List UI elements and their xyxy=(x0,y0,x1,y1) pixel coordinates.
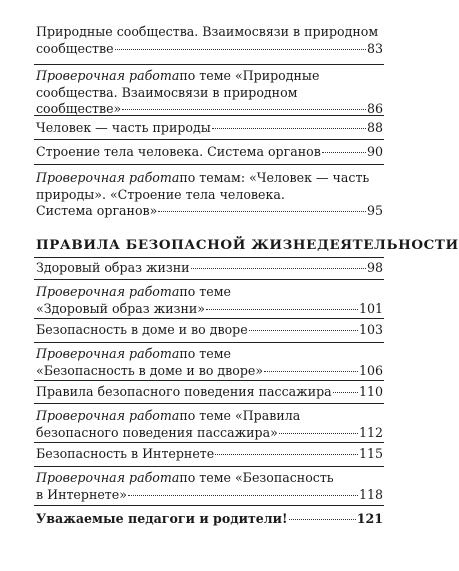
entry-title: Природные сообщества. Взаимосвязи в природном xyxy=(36,24,379,39)
section-title: ПРАВИЛА БЕЗОПАСНОЙ ЖИЗНЕДЕЯТЕЛЬНОСТИ xyxy=(36,237,459,253)
toc-entry xyxy=(36,24,383,57)
dot-leader xyxy=(115,49,366,50)
page-number: 98 xyxy=(366,260,383,275)
entry-title: по теме «Безопасность xyxy=(179,470,334,485)
page-number: 86 xyxy=(366,101,383,117)
page-number: 83 xyxy=(366,40,383,56)
entry-title-cont: безопасного поведения пассажира» xyxy=(36,424,278,440)
divider xyxy=(34,257,384,258)
toc-entry xyxy=(36,170,383,220)
divider xyxy=(34,505,384,506)
dot-leader xyxy=(215,454,358,455)
divider xyxy=(34,466,384,467)
entry-title: Здоровый образ жизни xyxy=(36,260,190,275)
dot-leader xyxy=(191,268,366,269)
page-number: 95 xyxy=(366,203,383,219)
entry-title: Человек — часть природы xyxy=(36,120,211,135)
entry-label: Проверочная работа xyxy=(36,470,180,485)
entry-title: по теме «Природные xyxy=(179,68,320,83)
page-number: 118 xyxy=(358,486,383,502)
dot-leader xyxy=(249,330,358,331)
dot-leader xyxy=(333,392,358,393)
divider xyxy=(34,403,384,404)
entry-title-cont: в Интернете» xyxy=(36,486,127,502)
toc-entry xyxy=(36,408,383,441)
divider xyxy=(34,115,384,116)
entry-title-cont: сообществе» xyxy=(36,101,122,117)
entry-title: Правила безопасного поведения пассажира xyxy=(36,384,332,399)
page-number: 121 xyxy=(356,511,383,526)
toc-entry xyxy=(36,120,383,137)
entry-title: по теме xyxy=(179,346,231,361)
dot-leader xyxy=(128,495,358,496)
entry-label: Проверочная работа xyxy=(36,346,180,361)
toc-entry xyxy=(36,260,383,277)
divider xyxy=(34,380,384,381)
entry-label: Проверочная работа xyxy=(36,68,180,83)
page-number: 90 xyxy=(366,144,383,159)
page-number: 103 xyxy=(358,322,383,337)
entry-title: Безопасность в Интернете xyxy=(36,446,215,461)
divider xyxy=(34,164,384,165)
page-number: 115 xyxy=(358,446,383,461)
entry-title: по темам: «Человек — часть xyxy=(179,170,370,185)
page-number: 112 xyxy=(358,424,383,440)
dot-leader xyxy=(206,309,358,310)
entry-title-cont: «Здоровый образ жизни» xyxy=(36,300,205,316)
entry-title-cont: природы». «Строение тела человека. xyxy=(36,186,285,202)
toc-entry xyxy=(36,284,383,317)
divider xyxy=(34,318,384,319)
entry-title-cont: «Безопасность в доме и во дворе» xyxy=(36,362,264,378)
toc-entry xyxy=(36,346,383,379)
divider xyxy=(34,139,384,140)
page-number: 110 xyxy=(358,384,383,399)
dot-leader xyxy=(212,128,366,129)
entry-title-cont: сообщества. Взаимосвязи в природном xyxy=(36,84,298,100)
dot-leader xyxy=(322,152,366,153)
entry-title: по теме «Правила xyxy=(179,408,301,423)
toc-entry xyxy=(36,68,383,118)
dot-leader xyxy=(264,371,358,372)
entry-title: Строение тела человека. Система органов xyxy=(36,144,321,159)
entry-title-cont: Система органов» xyxy=(36,203,158,219)
entry-title: по теме xyxy=(179,284,231,299)
toc-entry xyxy=(36,322,383,339)
entry-title: Безопасность в доме и во дворе xyxy=(36,322,248,337)
entry-label: Проверочная работа xyxy=(36,284,180,299)
divider xyxy=(34,64,384,65)
page-number: 106 xyxy=(358,362,383,378)
toc-entry xyxy=(36,446,383,463)
entry-label: Проверочная работа xyxy=(36,408,180,423)
dot-leader xyxy=(158,211,366,212)
entry-title-cont: сообществе xyxy=(36,40,114,56)
dot-leader xyxy=(122,109,366,110)
toc-entry xyxy=(36,144,383,161)
toc-entry xyxy=(36,511,383,528)
divider xyxy=(34,342,384,343)
divider xyxy=(34,279,384,280)
dot-leader xyxy=(289,519,356,520)
page-number: 88 xyxy=(366,120,383,135)
divider xyxy=(34,442,384,443)
page-number: 101 xyxy=(358,300,383,316)
dot-leader xyxy=(279,433,358,434)
toc-entry xyxy=(36,384,383,401)
toc-entry xyxy=(36,470,383,503)
entry-label: Проверочная работа xyxy=(36,170,180,185)
entry-title: Уважаемые педагоги и родители! xyxy=(36,511,288,526)
